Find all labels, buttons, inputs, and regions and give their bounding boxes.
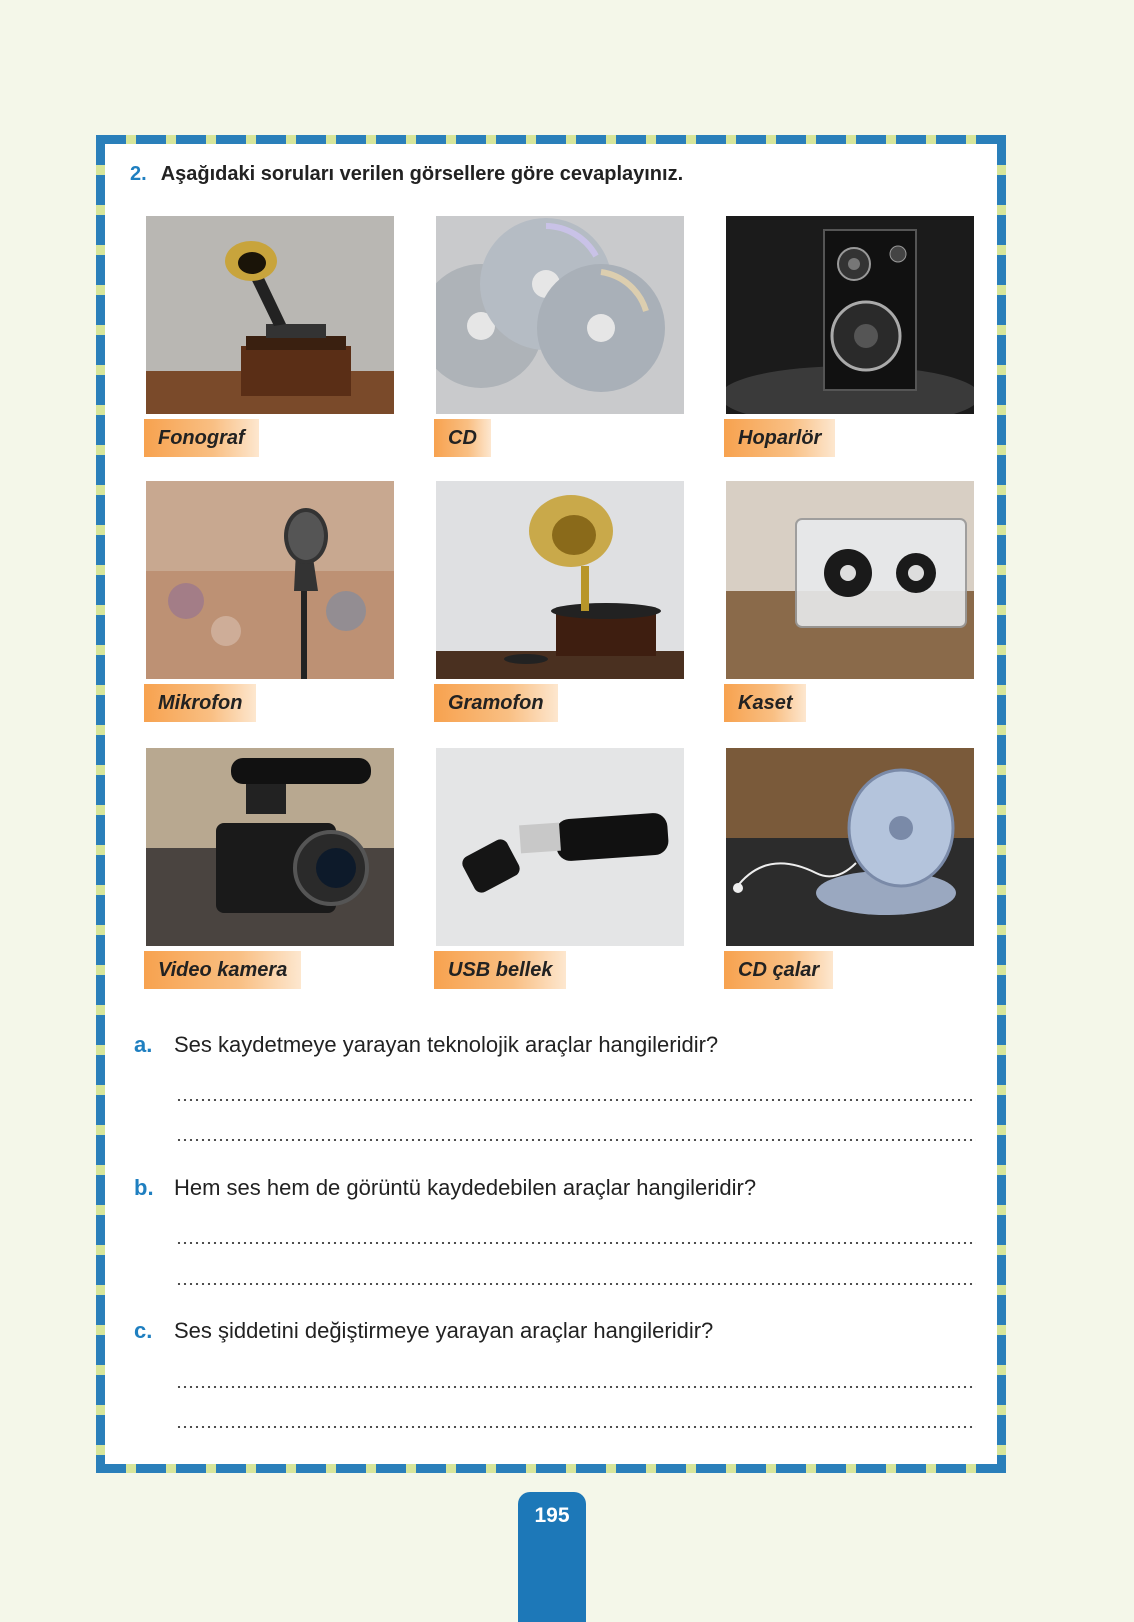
question-heading xyxy=(130,163,683,186)
item-label: Gramofon xyxy=(434,684,558,722)
item-label: USB bellek xyxy=(434,951,566,989)
cd-player-photo xyxy=(726,748,974,946)
answer-line[interactable] xyxy=(176,1426,976,1428)
frame-border-right xyxy=(997,135,1006,1473)
frame-border-bottom xyxy=(96,1464,1006,1473)
sub-question-letter: a. xyxy=(134,1032,153,1057)
item-card-cd xyxy=(436,216,684,462)
frame-border-left xyxy=(96,135,105,1473)
item-label: Hoparlör xyxy=(724,419,835,457)
answer-line[interactable] xyxy=(176,1099,976,1101)
phonograph-photo xyxy=(146,216,394,414)
item-card-cd-player xyxy=(726,748,974,994)
item-label: CD xyxy=(434,419,491,457)
sub-question-b xyxy=(134,1175,756,1201)
item-card-gramophone xyxy=(436,481,684,727)
item-card-speaker xyxy=(726,216,974,462)
sub-question-c xyxy=(134,1318,713,1344)
question-text: Aşağıdaki soruları verilen görsellere göre cevaplayınız. xyxy=(160,163,684,185)
item-label: Video kamera xyxy=(144,951,301,989)
page-number-tab xyxy=(518,1492,586,1622)
answer-line[interactable] xyxy=(176,1139,976,1141)
item-label: Kaset xyxy=(724,684,806,722)
sub-question-a xyxy=(134,1032,718,1058)
item-card-microphone xyxy=(146,481,394,727)
cd-photo xyxy=(436,216,684,414)
exercise-frame xyxy=(96,135,1006,1473)
answer-line[interactable] xyxy=(176,1242,976,1244)
item-card-cassette xyxy=(726,481,974,727)
item-card-usb xyxy=(436,748,684,994)
sub-question-letter: b. xyxy=(134,1175,154,1200)
item-label: Fonograf xyxy=(144,419,259,457)
sub-question-text: Hem ses hem de görüntü kaydedebilen araçlar hangileridir? xyxy=(174,1175,757,1200)
video-camera-photo xyxy=(146,748,394,946)
gramophone-photo xyxy=(436,481,684,679)
answer-line[interactable] xyxy=(176,1386,976,1388)
item-label: Mikrofon xyxy=(144,684,256,722)
page-number: 195 xyxy=(534,1504,570,1527)
item-card-phonograph xyxy=(146,216,394,462)
sub-question-letter: c. xyxy=(134,1318,153,1343)
sub-question-text: Ses şiddetini değiştirmeye yarayan araçlar hangileridir? xyxy=(174,1318,714,1343)
cassette-photo xyxy=(726,481,974,679)
frame-border-top xyxy=(96,135,1006,144)
answer-line[interactable] xyxy=(176,1283,976,1285)
speaker-photo xyxy=(726,216,974,414)
item-card-video-camera xyxy=(146,748,394,994)
item-label: CD çalar xyxy=(724,951,833,989)
question-number: 2. xyxy=(130,163,147,185)
usb-flash-drive-photo xyxy=(436,748,684,946)
sub-question-text: Ses kaydetmeye yarayan teknolojik araçlar hangileridir? xyxy=(174,1032,719,1057)
microphone-photo xyxy=(146,481,394,679)
